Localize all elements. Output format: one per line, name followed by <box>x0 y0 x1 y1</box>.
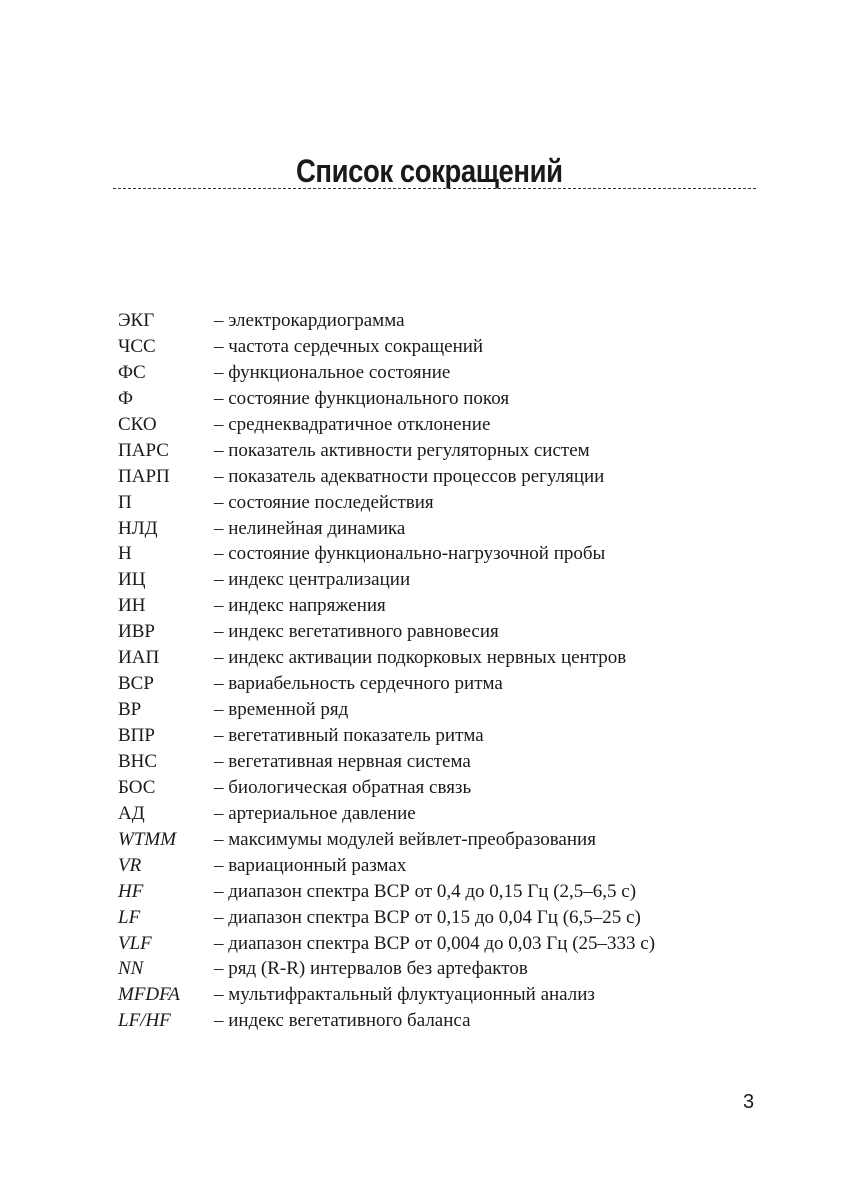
abbreviation-term: VR <box>118 854 142 876</box>
abbreviation-definition: – состояние функционального покоя <box>214 387 510 409</box>
abbreviation-definition: – индекс вегетативного равновесия <box>214 621 499 643</box>
abbreviation-row <box>118 386 655 412</box>
abbreviation-row <box>118 956 655 982</box>
abbreviation-row <box>118 334 655 360</box>
abbreviation-definition: – биологическая обратная связь <box>214 776 472 798</box>
abbreviation-row <box>118 697 655 723</box>
abbreviation-definition: – индекс напряжения <box>214 595 386 617</box>
abbreviation-row <box>118 593 655 619</box>
abbreviation-term: Ф <box>118 387 134 409</box>
abbreviation-term: ВР <box>118 699 142 721</box>
abbreviation-row <box>118 412 655 438</box>
abbreviation-row <box>118 490 655 516</box>
abbreviation-term: ЧСС <box>118 335 156 357</box>
abbreviation-definition: – вариационный размах <box>214 854 407 876</box>
abbreviation-row <box>118 1008 655 1034</box>
abbreviation-row <box>118 801 655 827</box>
abbreviation-term: LF/HF <box>118 1010 171 1032</box>
page-title: Список сокращений <box>295 153 563 190</box>
abbreviation-term: ВСР <box>118 673 154 695</box>
abbreviation-term: NN <box>118 958 144 980</box>
abbreviation-term: БОС <box>118 776 156 798</box>
abbreviation-row <box>118 853 655 879</box>
abbreviation-row <box>118 982 655 1008</box>
abbreviation-term: VLF <box>118 932 152 954</box>
abbreviation-definition: – индекс вегетативного баланса <box>214 1010 471 1032</box>
abbreviation-row <box>118 879 655 905</box>
abbreviation-term: П <box>118 491 132 513</box>
abbreviation-term: ИН <box>118 595 146 617</box>
abbreviation-row <box>118 360 655 386</box>
abbreviation-definition: – диапазон спектра ВСР от 0,004 до 0,03 Гц (25–333 с) <box>214 932 656 954</box>
abbreviation-term: WTMM <box>118 828 177 850</box>
abbreviation-definition: – состояние функционально-нагрузочной пробы <box>214 543 606 565</box>
abbreviation-term: HF <box>118 880 144 902</box>
abbreviation-row <box>118 464 655 490</box>
abbreviation-row <box>118 645 655 671</box>
abbreviation-definition: – максимумы модулей вейвлет-преобразования <box>214 828 596 850</box>
abbreviation-definition: – временной ряд <box>214 699 349 721</box>
abbreviation-term: СКО <box>118 413 157 435</box>
abbreviation-definition: – диапазон спектра ВСР от 0,15 до 0,04 Гц (6,5–25 с) <box>214 906 641 928</box>
abbreviation-term: ИВР <box>118 621 155 643</box>
abbreviation-row <box>118 723 655 749</box>
abbreviation-row <box>118 541 655 567</box>
page-number: 3 <box>743 1091 755 1113</box>
abbreviation-row <box>118 567 655 593</box>
abbreviation-definition: – мультифрактальный флуктуационный анализ <box>214 984 595 1006</box>
abbreviation-term: Н <box>118 543 132 565</box>
abbreviation-definition: – нелинейная динамика <box>214 517 406 539</box>
abbreviation-definition: – индекс централизации <box>214 569 411 591</box>
title-divider <box>113 188 756 189</box>
abbreviation-row <box>118 749 655 775</box>
abbreviation-row <box>118 775 655 801</box>
abbreviation-definition: – показатель активности регуляторных систем <box>214 439 590 461</box>
abbreviation-definition: – среднеквадратичное отклонение <box>214 413 491 435</box>
abbreviation-definition: – артериальное давление <box>214 802 416 824</box>
abbreviation-definition: – ряд (R-R) интервалов без артефактов <box>214 958 528 980</box>
abbreviation-term: ВПР <box>118 725 155 746</box>
abbreviation-term: MFDFA <box>118 984 180 1006</box>
abbreviation-definition: – вегетативный показатель ритма <box>214 725 484 746</box>
abbreviation-term: ИЦ <box>118 569 146 591</box>
abbreviation-row <box>118 931 655 957</box>
abbreviation-term: ИАП <box>118 647 160 669</box>
abbreviation-row <box>118 438 655 464</box>
abbreviation-definition: – вегетативная нервная система <box>214 750 471 772</box>
abbreviation-row <box>118 671 655 697</box>
abbreviation-definition: – функциональное состояние <box>214 361 451 383</box>
abbreviation-term: АД <box>118 802 145 824</box>
abbreviation-definition: – вариабельность сердечного ритма <box>214 673 503 695</box>
abbreviation-definition: – показатель адекватности процессов регуляции <box>214 465 605 487</box>
abbreviation-definition: – электрокардиограмма <box>214 310 405 331</box>
abbreviation-term: ВНС <box>118 750 158 772</box>
abbreviation-term: НЛД <box>118 517 158 539</box>
abbreviation-definition: – состояние последействия <box>214 491 434 513</box>
abbreviation-row <box>118 516 655 542</box>
abbreviation-row <box>118 308 655 334</box>
abbreviation-row <box>118 905 655 931</box>
abbreviation-term: ЭКГ <box>118 310 155 331</box>
abbreviation-row <box>118 619 655 645</box>
abbreviation-definition: – индекс активации подкорковых нервных центров <box>214 647 627 669</box>
abbreviation-list <box>118 308 655 1034</box>
abbreviation-definition: – диапазон спектра ВСР от 0,4 до 0,15 Гц (2,5–6,5 с) <box>214 880 637 902</box>
abbreviation-row <box>118 827 655 853</box>
abbreviation-term: ФС <box>118 361 146 383</box>
abbreviation-term: LF <box>118 906 141 928</box>
abbreviation-term: ПАРП <box>118 465 170 487</box>
abbreviation-term: ПАРС <box>118 439 169 461</box>
abbreviation-definition: – частота сердечных сокращений <box>214 335 484 357</box>
